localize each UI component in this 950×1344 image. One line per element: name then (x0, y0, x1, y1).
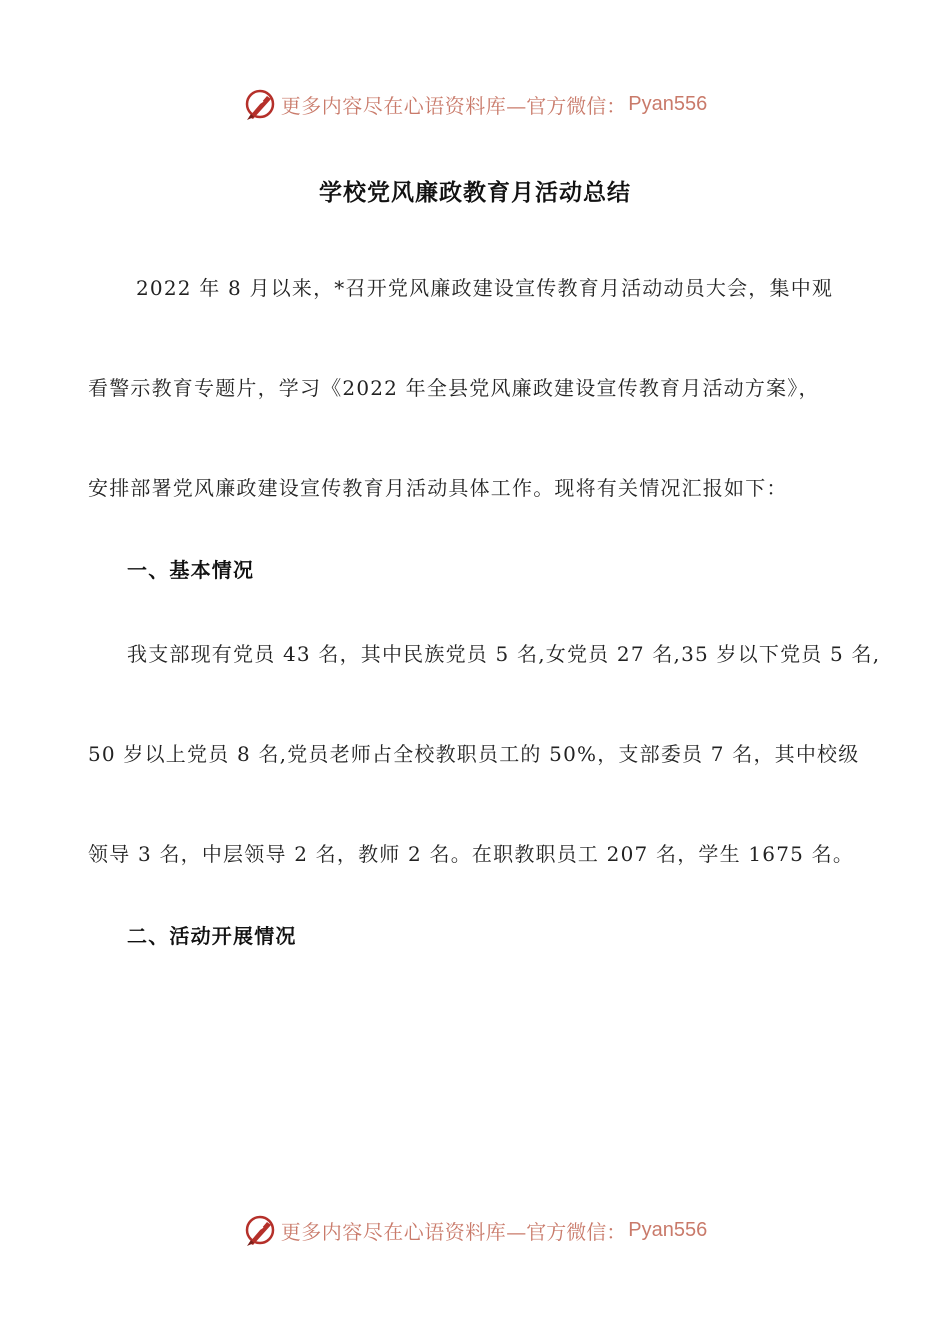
document-title: 学校党风廉政教育月活动总结 (319, 179, 631, 206)
paragraph-line: 看警示教育专题片，学习《2022 年全县党风廉政建设宣传教育月活动方案》， (88, 376, 820, 400)
watermark-banner-top (0, 82, 950, 126)
watermark-separator: —官方微信： (506, 93, 627, 118)
paragraph-line: 2022 年 8 月以来，*召开党风廉政建设宣传教育月活动动员大会，集中观 (136, 276, 834, 300)
watermark-separator: —官方微信： (506, 1219, 627, 1244)
watermark-banner-bottom (0, 1208, 950, 1252)
pen-logo-icon (243, 87, 277, 121)
paragraph-line: 安排部署党风廉政建设宣传教育月活动具体工作。现将有关情况汇报如下： (88, 476, 788, 500)
paragraph-line: 领导 3 名，中层领导 2 名，教师 2 名。在职教职员工 207 名，学生 1675 名。 (88, 842, 855, 866)
watermark-wechat-id: Pyan556 (628, 1218, 708, 1241)
watermark-text: 更多内容尽在心语资料库 (280, 93, 507, 118)
pen-logo-icon (243, 1213, 277, 1247)
paragraph-line: 50 岁以上党员 8 名,党员老师占全校教职员工的 50%，支部委员 7 名，其中校级 (88, 742, 860, 766)
section-heading: 一、基本情况 (127, 558, 255, 582)
paragraph-line: 我支部现有党员 43 名，其中民族党员 5 名,女党员 27 名,35 岁以下党员 5 名, (127, 642, 881, 666)
watermark-text: 更多内容尽在心语资料库 (280, 1219, 507, 1244)
watermark-wechat-id: Pyan556 (628, 92, 708, 115)
section-heading: 二、活动开展情况 (127, 924, 297, 948)
